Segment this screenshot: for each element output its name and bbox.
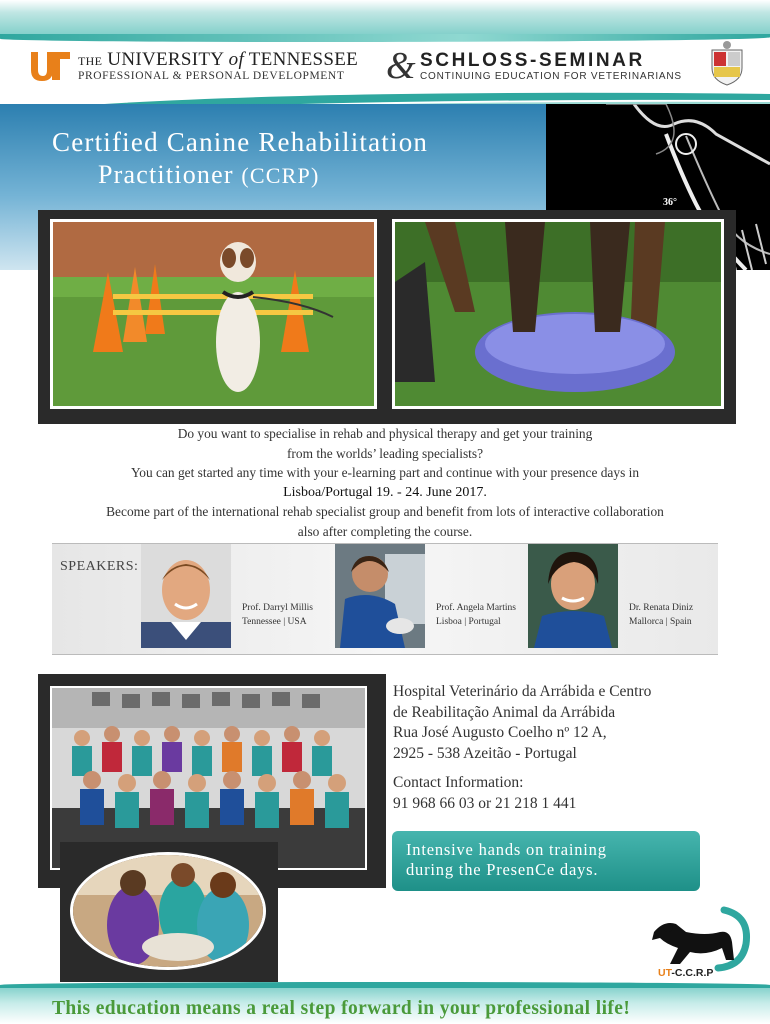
intro-line: also after completing the course. bbox=[297, 523, 473, 539]
schloss-subtitle: CONTINUING EDUCATION FOR VETERINARIANS bbox=[420, 71, 682, 82]
training-callout bbox=[392, 831, 700, 891]
speaker-location: Mallorca | Spain bbox=[629, 617, 692, 627]
contact-phones: 91 968 66 03 or 21 218 1 441 bbox=[393, 794, 577, 812]
speaker-name-text: Dr. Renata Diniz bbox=[629, 603, 694, 613]
training-photo bbox=[70, 852, 266, 970]
speaker-name bbox=[242, 601, 313, 629]
contact-info bbox=[393, 773, 576, 814]
address-line: 2925 - 538 Azeitão - Portugal bbox=[393, 744, 577, 762]
schloss-name: SCHLOSS-SEMINAR bbox=[420, 50, 645, 71]
speaker-name bbox=[436, 601, 516, 629]
intro-line: from the worlds’ leading specialists? bbox=[286, 445, 484, 461]
header-logos bbox=[0, 40, 770, 92]
balance-disc-photo bbox=[392, 219, 724, 409]
address-line: Rua José Augusto Coelho nº 12 A, bbox=[393, 724, 607, 741]
callout-line: during the PresenCe days. bbox=[406, 860, 599, 879]
page-title: Certified Canine Rehabilitation bbox=[52, 127, 429, 157]
title-practitioner: Practitioner bbox=[98, 160, 234, 189]
ccrp-logo-suffix: -C.C.R.P bbox=[671, 967, 714, 979]
dog-cones-photo bbox=[50, 219, 377, 409]
course-date: Lisboa/Portugal 19. - 24. June 2017. bbox=[283, 484, 487, 500]
speaker-photo bbox=[335, 544, 425, 648]
venue-address bbox=[393, 682, 651, 764]
intro-text bbox=[40, 424, 730, 541]
speaker-photo bbox=[141, 544, 231, 648]
intro-line: Become part of the international rehab specialist group and benefit from lots of interactive collaboration bbox=[106, 504, 664, 519]
ut-tennessee: TENNESSEE bbox=[248, 49, 359, 70]
intro-line: Do you want to specialise in rehab and physical therapy and get your training bbox=[177, 426, 593, 441]
callout-line: Intensive hands on training bbox=[406, 840, 607, 859]
speaker-name-text: Prof. Darryl Millis bbox=[242, 603, 313, 613]
tagline: This education means a real step forward in your professional life! bbox=[52, 998, 631, 1019]
ut-logo-icon bbox=[22, 50, 72, 82]
top-decorative-band bbox=[0, 0, 770, 36]
xray-angle-label: 36° bbox=[663, 197, 677, 208]
address-line: de Reabilitação Animal da Arrábida bbox=[393, 703, 616, 721]
speaker-name-text: Prof. Angela Martins bbox=[436, 603, 516, 613]
contact-label: Contact Information: bbox=[393, 774, 524, 791]
page-title-line2 bbox=[98, 160, 320, 190]
speaker-location: Lisboa | Portugal bbox=[436, 617, 501, 627]
ccrp-logo-ut: UT bbox=[658, 967, 672, 979]
ccrp-logo-text bbox=[658, 967, 713, 979]
ut-the: THE bbox=[78, 54, 103, 68]
address-line: Hospital Veterinário da Arrábida e Centro bbox=[393, 683, 652, 700]
title-abbreviation: (CCRP) bbox=[241, 163, 320, 188]
speaker-location: Tennessee | USA bbox=[242, 617, 307, 627]
intro-line: You can get started any time with your e-learning part and continue with your presence days in bbox=[130, 465, 640, 480]
ut-name bbox=[78, 49, 358, 71]
crest-icon bbox=[708, 40, 746, 86]
speakers-label: SPEAKERS: bbox=[60, 559, 139, 574]
ut-subtitle: PROFESSIONAL & PERSONAL DEVELOPMENT bbox=[78, 70, 345, 82]
ampersand: & bbox=[386, 45, 416, 87]
speaker-photo bbox=[528, 544, 618, 648]
speaker-name bbox=[629, 601, 693, 629]
ut-university: UNIVERSITY bbox=[107, 49, 224, 70]
ut-of: of bbox=[228, 49, 245, 70]
